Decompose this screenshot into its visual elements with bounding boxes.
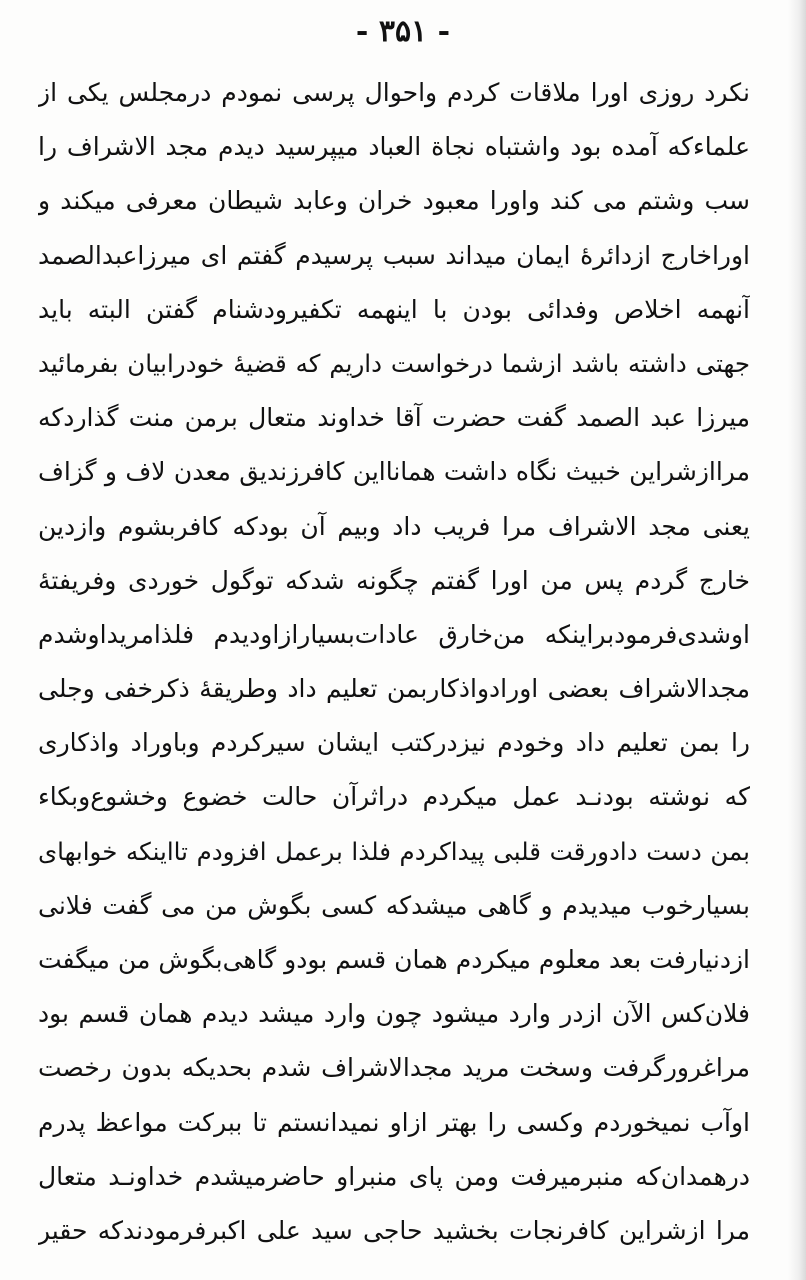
page-edge-shadow — [788, 0, 806, 1280]
text-line: یعنی مجد الاشراف مرا فریب داد وبیم آن بودکه کافربشوم وازدین — [38, 511, 750, 541]
text-line: جهتی داشته باشد ازشما درخواست داریم که قضیهٔ خودرابیان بفرمائید — [38, 348, 750, 378]
text-line: بسیارخوب میدیدم و گاهی میشدکه کسی بگوش من می گفت فلانی — [38, 890, 750, 920]
text-line: سب وشتم می کند واورا معبود خران وعابد شیطان معرفی میکند و — [38, 186, 750, 216]
text-line: علماءکه آمده بود واشتباه نجاة العباد میپرسید دیدم مجد الاشراف را — [38, 132, 750, 162]
text-line: آنهمه اخلاص وفدائی بودن با اینهمه تکفیرودشنام گفتن البته باید — [38, 294, 750, 324]
text-line: بمن دست دادورقت قلبی پیداکردم فلذا برعمل افزودم تااینکه خوابهای — [38, 836, 750, 866]
text-line: را بمن تعلیم داد وخودم نیزدرکتب ایشان سیرکردم وباوراد واذکاری — [38, 728, 750, 758]
text-line: اوراخارج ازدائرهٔ ایمان میداند سبب پرسیدم گفتم ای میرزاعبدالصمد — [38, 240, 750, 270]
page-number: - ۳۵۱ - — [355, 14, 451, 49]
text-line: مرا ازشراین کافرنجات بخشید حاجی سید علی اکبرفرمودندکه حقیر — [38, 1215, 750, 1245]
text-line: ازدنیارفت بعد معلوم میکردم همان قسم بودو گاهی‌بگوش من میگفت — [38, 945, 750, 974]
text-line: مراغرورگرفت وسخت مرید مجدالاشراف شدم بحدیکه بدون رخصت — [38, 1053, 750, 1083]
text-line: میرزا عبد الصمد گفت حضرت آقا خداوند متعال برمن منت گذاردکه — [38, 403, 750, 433]
text-line: فلان‌کس الآن ازدر وارد میشود چون وارد میشد دیدم همان قسم بود — [38, 999, 750, 1029]
text-line: مراازشراین خبیث نگاه داشت همانااین کافرزندیق معدن لاف و گزاف — [38, 457, 750, 487]
text-line: که نوشته بودنـد عمل میکردم دراثرآن حالت خضوع وخشوع‌وبکاء — [38, 782, 750, 812]
text-line: اوآب نمیخوردم وکسی را بهتر ازاو نمیدانستم تا ببرکت مواعظ پدرم — [38, 1107, 750, 1137]
text-line: نکرد روزی اورا ملاقات کردم واحوال پرسی نمودم درمجلس یکی از — [38, 78, 750, 107]
text-line: درهمدان‌که منبرمیرفت ومن پای منبراو حاضرمیشدم خداونـد متعال — [38, 1161, 750, 1191]
body-text — [38, 66, 750, 1258]
text-line: مجدالاشراف بعضی اورادواذکاربمن تعلیم داد وطریقهٔ ذکرخفی وجلی — [38, 674, 750, 704]
text-line: اوشدی‌فرمودبراینکه من‌خارق عادات‌بسیارازاودیدم فلذامریداوشدم — [38, 619, 750, 649]
text-line: خارج گردم پس من اورا گفتم چگونه شدکه توگول خوردی وفریفتهٔ — [38, 565, 750, 595]
